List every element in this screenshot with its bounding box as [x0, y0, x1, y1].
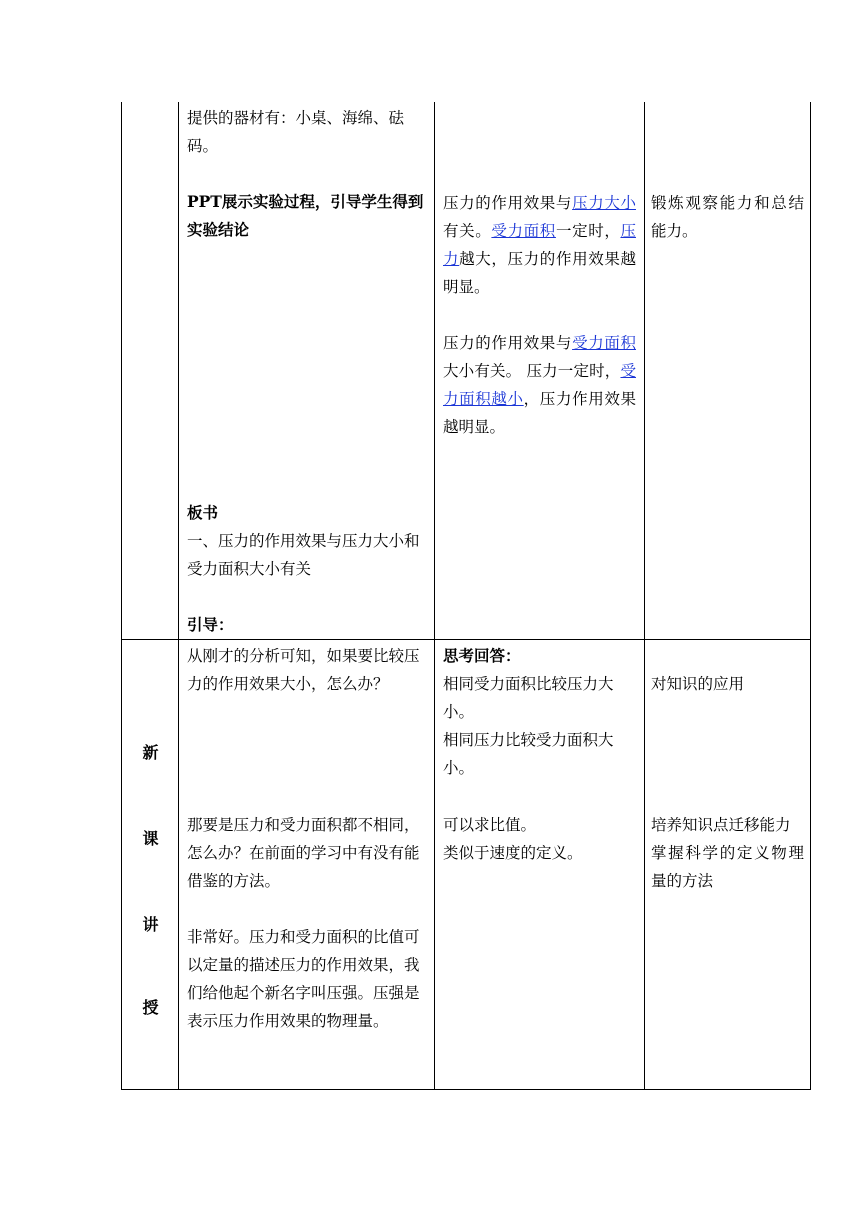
guide-label: 引导： [187, 615, 234, 634]
text-run: 压力的作用效果与 [443, 194, 573, 212]
teacher-question-1 [187, 642, 427, 698]
text-run: 压力的作用效果与 [443, 334, 573, 352]
table-right-border [810, 102, 811, 1090]
answer-2: 相同压力比较受力面积大小。 [443, 731, 614, 777]
purpose-text: 锻炼观察能力和总结能力。 [651, 194, 804, 240]
board-writing [187, 499, 427, 639]
teacher-activity-top [187, 104, 427, 244]
purpose-1-text: 对知识的应用 [651, 675, 745, 693]
term-link[interactable]: 受力面积越小 [443, 362, 636, 408]
table-bottom-border [121, 1089, 811, 1090]
table-col-divider-1 [178, 102, 179, 1090]
purpose-2-text: 培养知识点迁移能力 [651, 816, 791, 834]
student-answers [443, 642, 638, 782]
text-run: ，压力作用效果越明显。 [443, 390, 636, 436]
table-col-divider-2 [434, 102, 435, 1090]
table-left-border [121, 102, 122, 1090]
question-1-text: 从刚才的分析可知，如果要比较压力的作用效果大小，怎么办？ [187, 647, 420, 693]
question-2-text: 那要是压力和受力面积都不相同，怎么办？在前面的学习中有没有能借鉴的方法。 [187, 816, 420, 890]
answer-3: 可以求比值。 [443, 816, 537, 834]
design-purpose-top [651, 189, 804, 245]
section-label-char-4: 授 [142, 998, 159, 1017]
section-label-char-1: 新 [142, 743, 159, 762]
conclusion-1 [443, 189, 636, 301]
design-purpose-2 [651, 811, 804, 895]
section-label-char-2: 课 [142, 829, 159, 848]
answer-1: 相同受力面积比较压力大小。 [443, 675, 614, 721]
teacher-question-2 [187, 811, 427, 1035]
term-link[interactable]: 受力面积 [572, 334, 636, 352]
materials-text: 提供的器材有：小桌、海绵、砝码。 [187, 109, 405, 155]
text-run: 大小有关。 压力一定时， [443, 362, 621, 380]
board-title: 板书 [187, 503, 219, 522]
conclusion-2 [443, 329, 636, 441]
student-answers-2 [443, 811, 638, 867]
answer-4: 类似于速度的定义。 [443, 844, 583, 862]
table-row-divider [121, 639, 811, 640]
term-link[interactable]: 受力面积 [491, 222, 556, 240]
section-label-char-3: 讲 [142, 915, 159, 934]
design-purpose-1 [651, 670, 806, 698]
text-run: 越大，压力的作用效果越明显。 [443, 250, 636, 296]
text-run: 有关。 [443, 222, 492, 240]
table-col-divider-3 [644, 102, 645, 1090]
student-activity-top [443, 189, 636, 441]
board-text: 一、压力的作用效果与压力大小和受力面积大小有关 [187, 532, 420, 578]
term-link[interactable]: 压力 [443, 222, 636, 268]
explanation-text: 非常好。压力和受力面积的比值可以定量的描述压力的作用效果，我们给他起个新名字叫压强。压强是表示压力作用效果的物理量。 [187, 928, 420, 1030]
text-run: 一定时， [555, 222, 621, 240]
think-answer-title: 思考回答： [443, 646, 521, 665]
term-link[interactable]: 压力大小 [572, 194, 636, 212]
purpose-3-text: 掌握科学的定义物理量的方法 [651, 844, 804, 890]
ppt-instruction: PPT展示实验过程，引导学生得到实验结论 [187, 192, 424, 239]
